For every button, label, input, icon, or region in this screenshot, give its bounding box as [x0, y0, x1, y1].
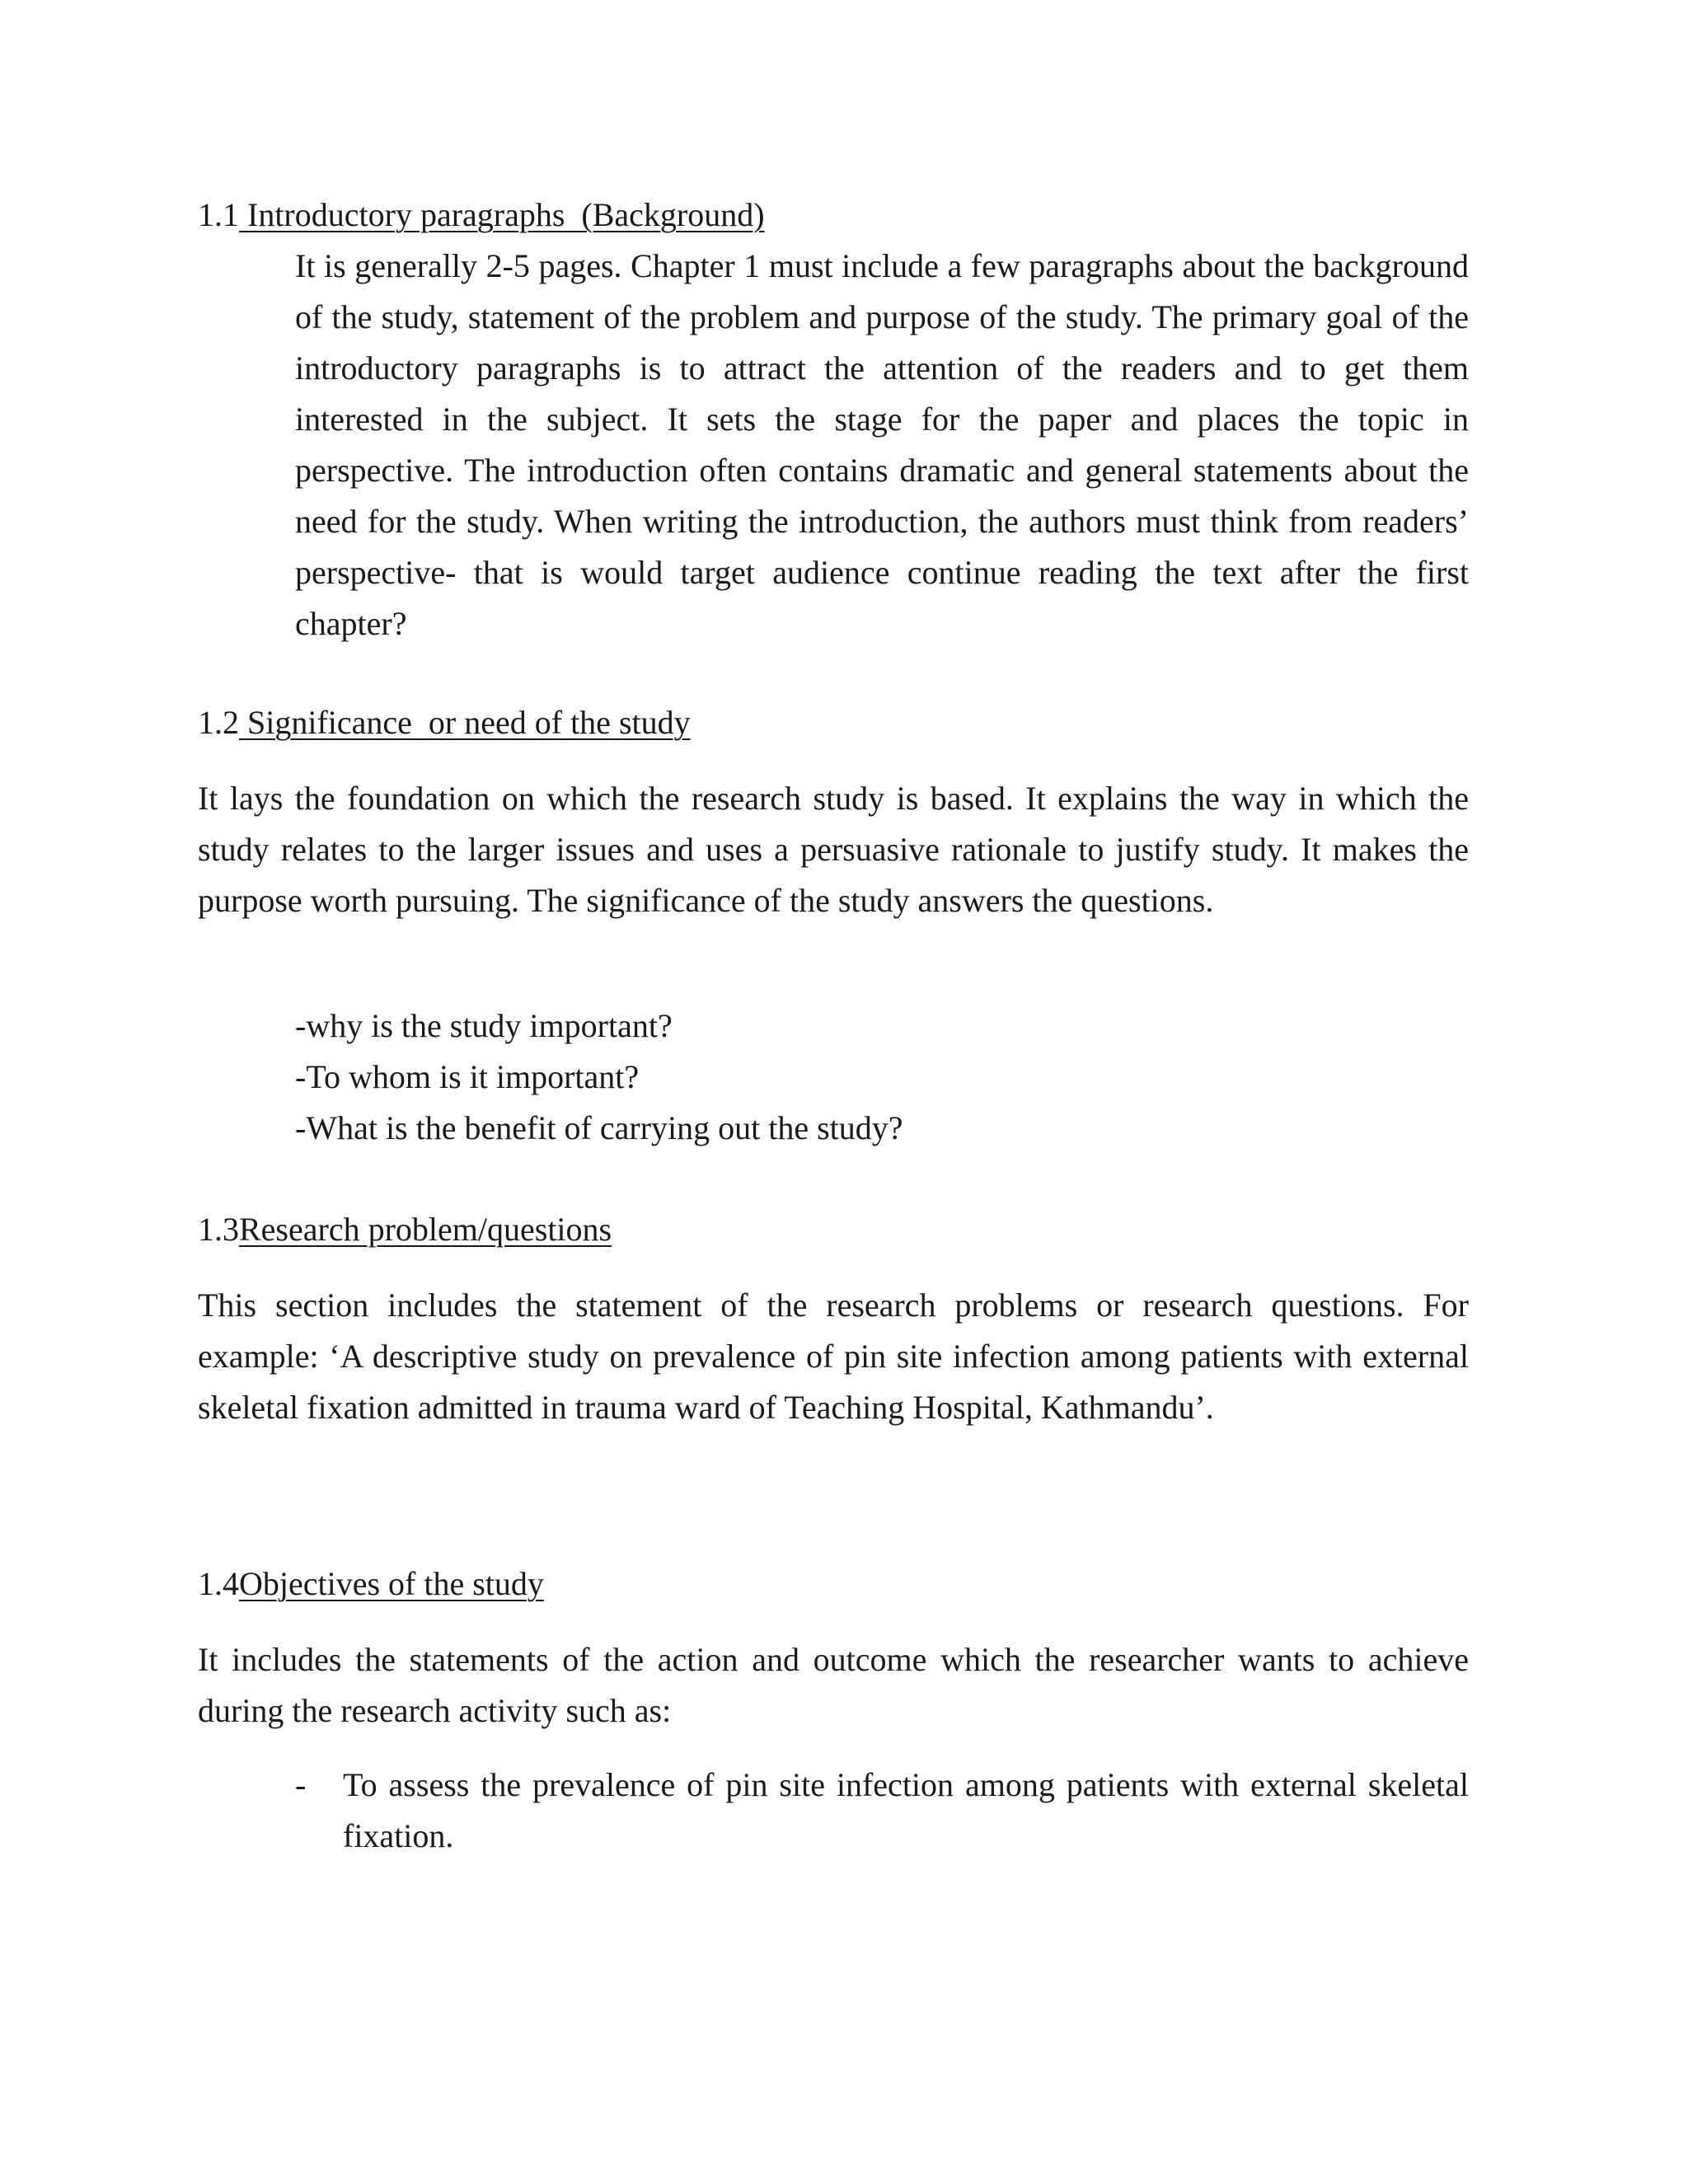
section-number: 1.2 — [198, 704, 239, 741]
section-title: Research problem/questions — [239, 1211, 612, 1248]
list-item — [295, 1760, 1469, 1862]
section-heading-1-1 — [198, 190, 765, 241]
list-item: -why is the study important? — [295, 1007, 673, 1044]
section-heading-1-3 — [198, 1204, 612, 1255]
research-problem-paragraph: This section includes the statement of the research problems or research questions. For example: ‘A descriptive study on prevalence of pin site infection among patients with external skeletal fixation admitted in trauma ward of Teaching Hospital, Kathmandu’. — [198, 1286, 1469, 1426]
section-title: Objectives of the study — [239, 1565, 544, 1602]
significance-paragraph: It lays the foundation on which the research study is based. It explains the way in which the study relates to the larger issues and uses a persuasive rationale to justify study. It makes the purpose worth pursuing. The significance of the study answers the questions. — [198, 780, 1469, 919]
objectives-paragraph: It includes the statements of the action and outcome which the researcher wants to achieve during the research activity such as: — [198, 1641, 1469, 1729]
list-item: -To whom is it important? — [295, 1058, 640, 1095]
section-number: 1.1 — [198, 196, 239, 233]
objectives-list — [295, 1760, 1469, 1862]
background-paragraph: It is generally 2-5 pages. Chapter 1 must include a few paragraphs about the background of the study, statement of the problem and purpose of the study. The primary goal of the introductory paragraphs is to attract the attention of the readers and to get them interested in the subject. It sets the stage for the paper and places the topic in perspective. The introduction often contains dramatic and general statements about the need for the study. When writing the introduction, the authors must think from readers’ perspective- that is would target audience continue reading the text after the first chapter? — [295, 247, 1469, 642]
significance-questions-list — [295, 1001, 1469, 1154]
dash-bullet-marker: - — [295, 1766, 307, 1803]
section-title: Significance or need of the study — [239, 704, 691, 741]
section-heading-1-4 — [198, 1558, 544, 1610]
section-title: Introductory paragraphs (Background) — [239, 196, 765, 233]
list-item: -What is the benefit of carrying out the study? — [295, 1109, 903, 1146]
section-number: 1.4 — [198, 1565, 239, 1602]
section-heading-1-2 — [198, 697, 691, 748]
objective-text: To assess the prevalence of pin site infection among patients with external skeletal fixation. — [343, 1766, 1469, 1854]
section-number: 1.3 — [198, 1211, 239, 1248]
